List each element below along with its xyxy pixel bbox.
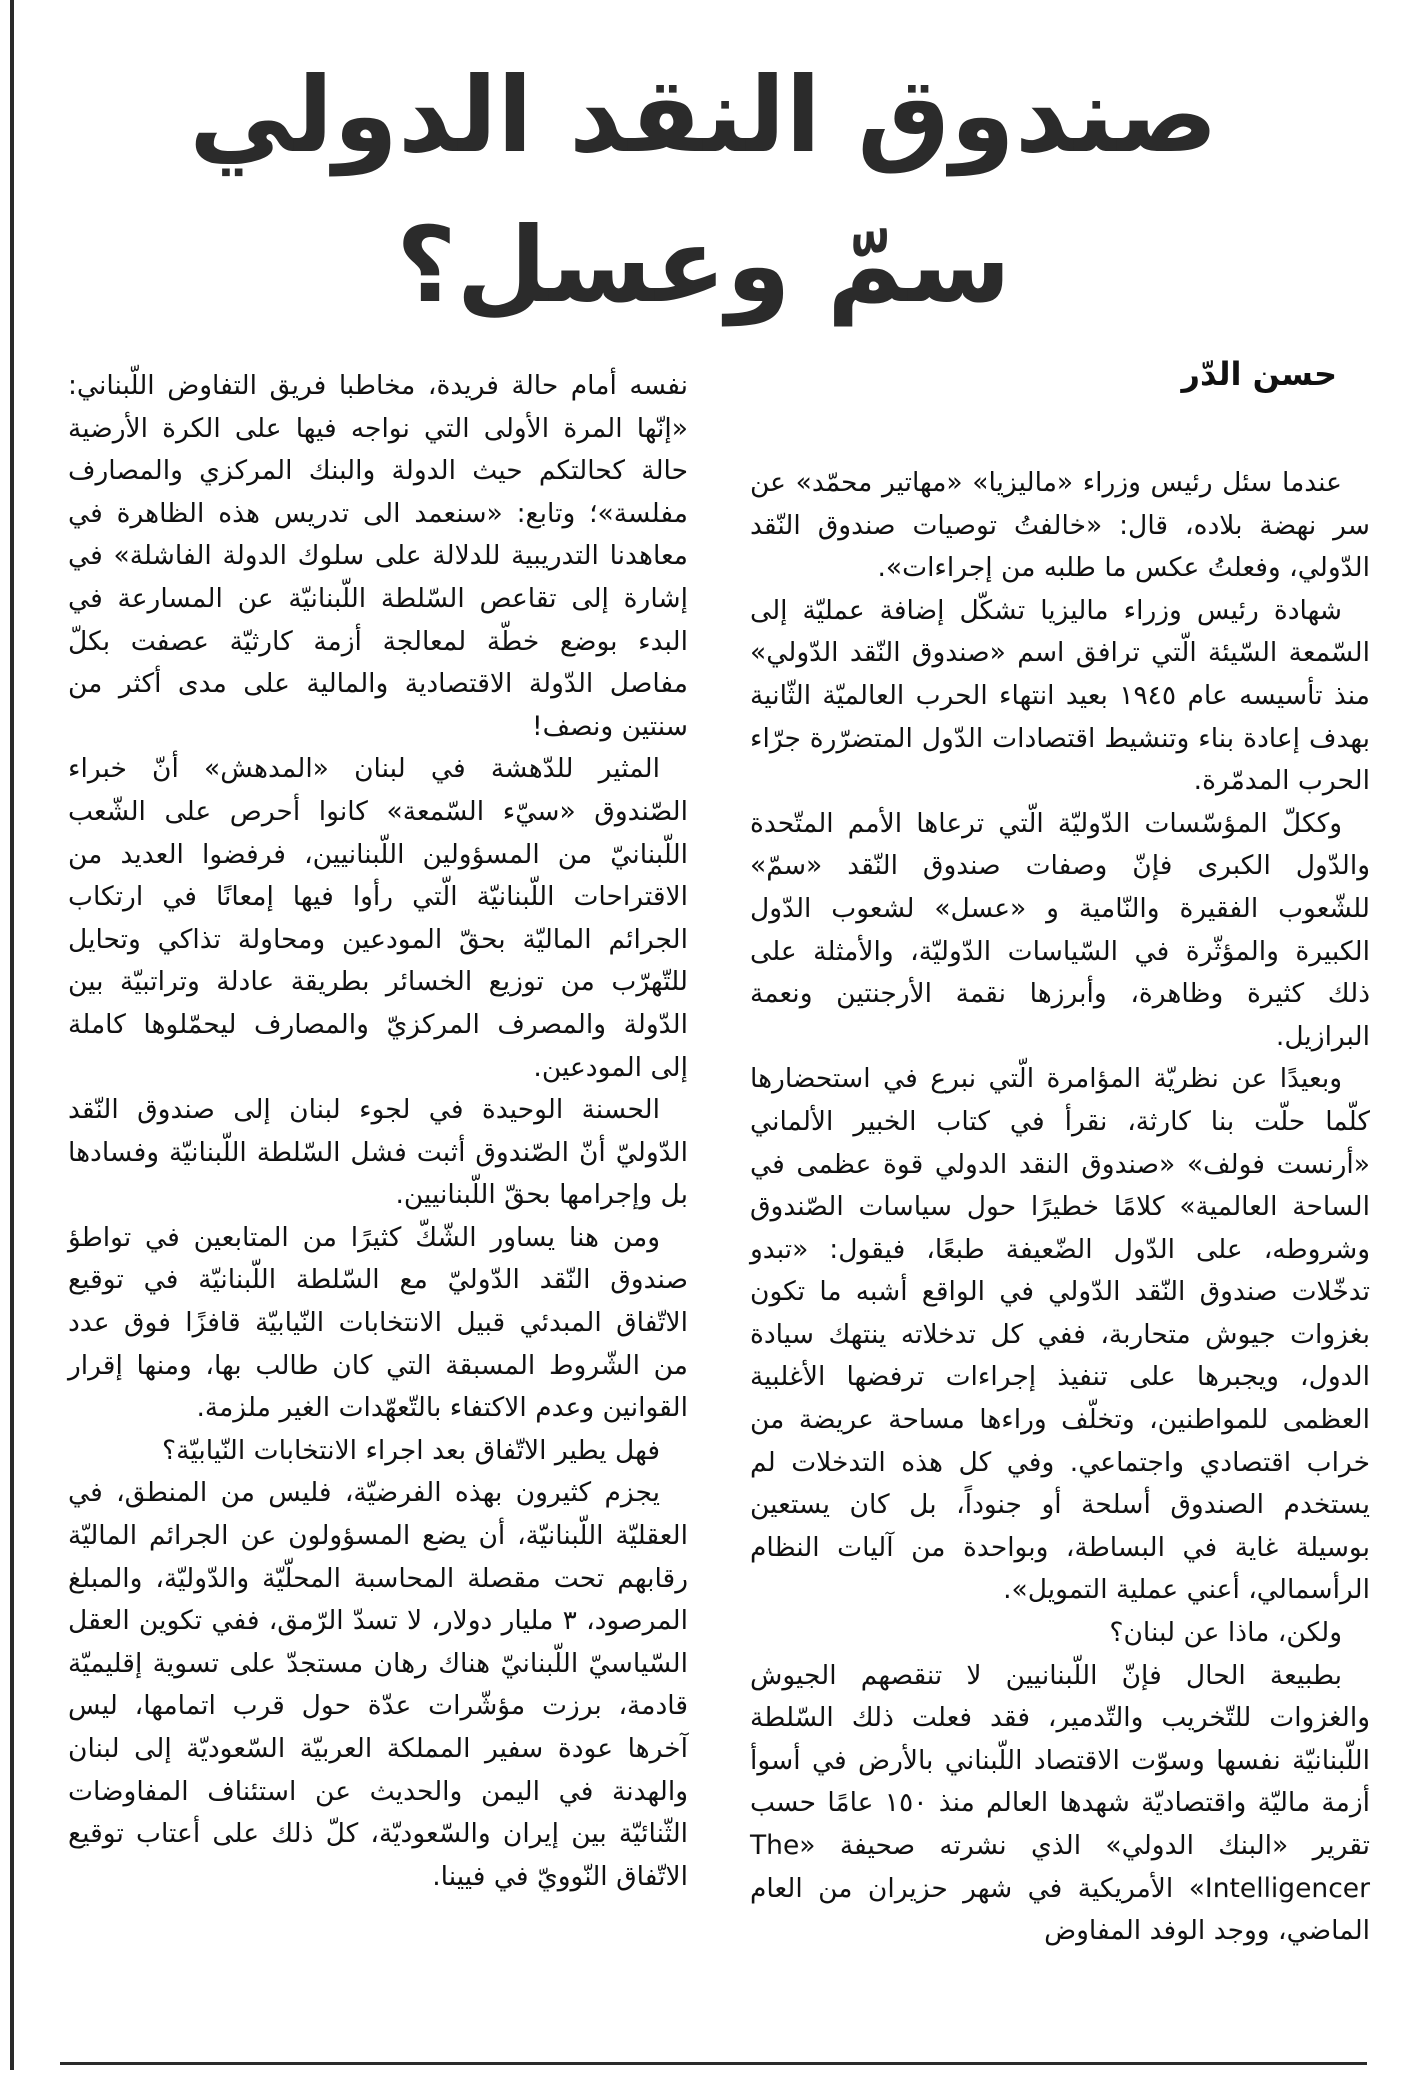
paragraph: فهل يطير الاتّفاق بعد اجراء الانتخابات النّيابيّة؟ xyxy=(162,1434,660,1466)
article-column-right xyxy=(750,462,1370,1953)
author-byline: حسن الدّر xyxy=(1181,355,1337,393)
paragraph: بطبيعة الحال فإنّ اللّبنانيين لا تنقصهم الجيوش والغزوات للتّخريب والتّدمير، فقد فعلت ذلك السّلطة اللّبنانيّة نفسها وسوّت الاقتصاد اللّبناني بالأرض في أسوأ أزمة ماليّة واقتصاديّة شهدها العالم منذ ١٥٠ عامًا حسب تقرير «البنك الدولي» الذي نشرته صحيفة «The Intelligencer» الأمريكية في شهر حزيران من العام الماضي، ووجد الوفد المفاوض xyxy=(750,1659,1370,1947)
headline-line-1: صندوق النقد الدولي xyxy=(189,54,1218,176)
paragraph: وككلّ المؤسّسات الدّوليّة الّتي ترعاها الأمم المتّحدة والدّول الكبرى فإنّ وصفات صندوق النّقد «سمّ» للشّعوب الفقيرة والنّامية و «عسل» لشعوب الدّول الكبيرة والمؤثّرة في السّياسات الدّوليّة، والأمثلة على ذلك كثيرة وظاهرة، وأبرزها نقمة الأرجنتين ونعمة البرازيل. xyxy=(750,807,1370,1052)
paragraph: الحسنة الوحيدة في لجوء لبنان إلى صندوق النّقد الدّوليّ أنّ الصّندوق أثبت فشل السّلطة اللّبنانيّة وفسادها بل وإجرامها بحقّ اللّبنانيين. xyxy=(68,1094,688,1211)
paragraph: عندما سئل رئيس وزراء «ماليزيا» «مهاتير محمّد» عن سر نهضة بلاده، قال: «خالفتُ توصيات صندوق النّقد الدّولي، وفعلتُ عكس ما طلبه من إجراءات». xyxy=(750,467,1370,584)
article-headline xyxy=(60,40,1347,340)
paragraph: ولكن، ماذا عن لبنان؟ xyxy=(1109,1617,1342,1649)
paragraph: المثير للدّهشة في لبنان «المدهش» أنّ خبراء الصّندوق «سيّء السّمعة» كانوا أحرص على الشّعب اللّبنانيّ من المسؤولين اللّبنانيين، فرفضوا العديد من الاقتراحات اللّبنانيّة الّتي رأوا فيها إمعانًا في ارتكاب الجرائم الماليّة بحقّ المودعين ومحاولة تذاكي وتحايل للتّهرّب من توزيع الخسائر بطريقة عادلة وتراتبيّة بين الدّولة والمصرف المركزيّ والمصارف ليحمّلوها كاملة إلى المودعين. xyxy=(68,753,688,1083)
paragraph: شهادة رئيس وزراء ماليزيا تشكّل إضافة عمليّة إلى السّمعة السّيئة الّتي ترافق اسم «صندوق النّقد الدّولي» منذ تأسيسه عام ١٩٤٥ بعيد انتهاء الحرب العالميّة الثّانية بهدف إعادة بناء وتنشيط اقتصادات الدّول المتضرّرة جرّاء الحرب المدمّرة. xyxy=(750,594,1370,797)
paragraph-continued: نفسه أمام حالة فريدة، مخاطبا فريق التفاوض اللّبناني: «إنّها المرة الأولى التي نواجه فيها على الكرة الأرضية حالة كحالتكم حيث الدولة والبنك المركزي والمصارف مفلسة»؛ وتابع: «سنعمد الى تدريس هذه الظاهرة في معاهدنا التدريبية للدلالة على سلوك الدولة الفاشلة» في إشارة إلى تقاعص السّلطة اللّبنانيّة عن المسارعة في البدء بوضع خطّة لمعالجة أزمة كارثيّة عصفت بكلّ مفاصل الدّولة الاقتصادية والمالية على مدى أكثر من سنتين ونصف! xyxy=(68,370,688,742)
headline-line-2: سمّ وعسل؟ xyxy=(396,204,1011,326)
paragraph: وبعيدًا عن نظريّة المؤامرة الّتي نبرع في استحضارها كلّما حلّت بنا كارثة، نقرأ في كتاب الخبير الألماني «أرنست فولف» «صندوق النقد الدولي قوة عظمى في الساحة العالمية» كلامًا خطيرًا حول سياسات الصّندوق وشروطه، على الدّول الضّعيفة طبعًا، فيقول: «تبدو تدخّلات صندوق النّقد الدّولي في الواقع أشبه ما تكون بغزوات جيوش متحاربة، ففي كل تدخلاته ينتهك سيادة الدول، ويجبرها على تنفيذ إجراءات ترفضها الأغلبية العظمى للمواطنين، وتخلّف وراءها مساحة عريضة من خراب اقتصادي واجتماعي. وفي كل هذه التدخلات لم يستخدم الصندوق أسلحة أو جنوداً، بل كان يستعين بوسيلة غاية في البساطة، وبواحدة من آليات النظام الرأسمالي، أعني عملية التمويل». xyxy=(750,1063,1370,1606)
article-column-left xyxy=(68,365,688,1898)
page-left-border-rule xyxy=(10,0,14,2070)
page-bottom-rule xyxy=(60,2062,1367,2065)
paragraph: ومن هنا يساور الشّكّ كثيرًا من المتابعين في تواطؤ صندوق النّقد الدّوليّ مع السّلطة اللّبنانيّة في توقيع الاتّفاق المبدئي قبيل الانتخابات النّيابيّة قافزًا فوق عدد من الشّروط المسبقة التي كان طالب بها، ومنها إقرار القوانين وعدم الاكتفاء بالتّعهّدات الغير ملزمة. xyxy=(68,1221,688,1424)
paragraph: يجزم كثيرون بهذه الفرضيّة، فليس من المنطق، في العقليّة اللّبنانيّة، أن يضع المسؤولون عن الجرائم الماليّة رقابهم تحت مقصلة المحاسبة المحلّيّة والدّوليّة، والمبلغ المرصود، ٣ مليار دولار، لا تسدّ الرّمق، ففي تكوين العقل السّياسيّ اللّبنانيّ هناك رهان مستجدّ على تسوية إقليميّة قادمة، برزت مؤشّرات عدّة حول قرب اتمامها، ليس آخرها عودة سفير المملكة العربيّة السّعوديّة إلى لبنان والهدنة في اليمن والحديث عن استئناف المفاوضات الثّنائيّة بين إيران والسّعوديّة، كلّ ذلك على أعتاب توقيع الاتّفاق النّوويّ في فيينا. xyxy=(68,1477,688,1892)
